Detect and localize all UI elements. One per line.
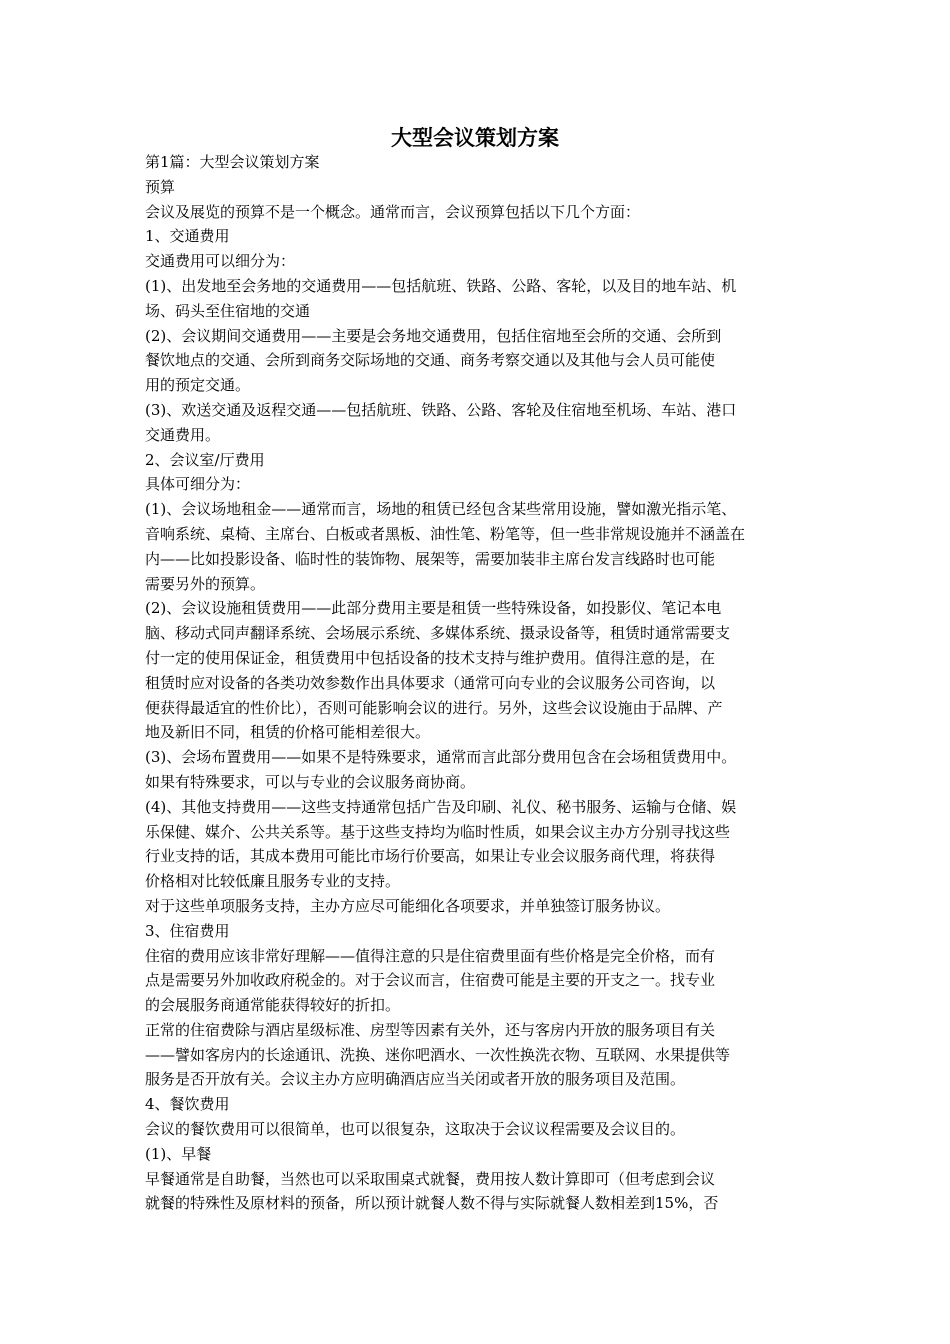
text-line: (2)、会议设施租赁费用——此部分费用主要是租赁一些特殊设备，如投影仪、笔记本电 bbox=[145, 599, 722, 618]
text-line: 付一定的使用保证金，租赁费用中包括设备的技术支持与维护费用。值得注意的是，在 bbox=[145, 648, 716, 667]
text-line: 交通费用。 bbox=[145, 425, 221, 444]
text-line: 内——比如投影设备、临时性的装饰物、展架等，需要加装非主席台发言线路时也可能 bbox=[145, 549, 716, 568]
text-line: 脑、移动式同声翻译系统、会场展示系统、多媒体系统、摄录设备等，租赁时通常需要支 bbox=[145, 624, 731, 643]
document-title: 大型会议策划方案 bbox=[391, 126, 559, 150]
text-line: 地及新旧不同，租赁的价格可能相差很大。 bbox=[145, 723, 431, 742]
text-line: 交通费用可以细分为： bbox=[145, 252, 296, 271]
text-line: 行业支持的话，其成本费用可能比市场行价要高，如果让专业会议服务商代理，将获得 bbox=[145, 847, 716, 866]
text-line: 3、住宿费用 bbox=[145, 921, 230, 940]
text-line: ——譬如客房内的长途通讯、洗换、迷你吧酒水、一次性换洗衣物、互联网、水果提供等 bbox=[145, 1045, 731, 1064]
text-line: (2)、会议期间交通费用——主要是会务地交通费用，包括住宿地至会所的交通、会所到 bbox=[145, 326, 722, 345]
text-line: (1)、会议场地租金——通常而言，场地的租赁已经包含某些常用设施，譬如激光指示笔、 bbox=[145, 500, 737, 519]
text-line: 餐饮地点的交通、会所到商务交际场地的交通、商务考察交通以及其他与会人员可能使 bbox=[145, 351, 716, 370]
text-line: 租赁时应对设备的各类功效参数作出具体要求（通常可向专业的会议服务公司咨询，以 bbox=[145, 673, 716, 692]
text-line: (1)、出发地至会务地的交通费用——包括航班、铁路、公路、客轮，以及目的地车站、机 bbox=[145, 276, 737, 295]
text-line: 预算 bbox=[145, 177, 176, 196]
text-line: 便获得最适宜的性价比），否则可能影响会议的进行。另外，这些会议设施由于品牌、产 bbox=[145, 698, 723, 717]
text-line: 价格相对比较低廉且服务专业的支持。 bbox=[145, 872, 401, 891]
text-line: 4、餐饮费用 bbox=[145, 1095, 230, 1114]
text-line: 早餐通常是自助餐，当然也可以采取围桌式就餐，费用按人数计算即可（但考虑到会议 bbox=[145, 1169, 716, 1188]
text-line: 会议的餐饮费用可以很简单，也可以很复杂，这取决于会议议程需要及会议目的。 bbox=[145, 1120, 686, 1139]
text-line: (4)、其他支持费用——这些支持通常包括广告及印刷、礼仪、秘书服务、运输与仓储、娱 bbox=[145, 797, 737, 816]
text-line: 的会展服务商通常能获得较好的折扣。 bbox=[145, 996, 401, 1015]
text-line: 正常的住宿费除与酒店星级标准、房型等因素有关外，还与客房内开放的服务项目有关 bbox=[145, 1020, 716, 1039]
text-line: 点是需要另外加收政府税金的。对于会议而言，住宿费可能是主要的开支之一。找专业 bbox=[145, 971, 716, 990]
text-line: (3)、会场布置费用——如果不是特殊要求，通常而言此部分费用包含在会场租赁费用中。 bbox=[145, 748, 737, 767]
text-line: 音响系统、桌椅、主席台、白板或者黑板、油性笔、粉笔等，但一些非常规设施并不涵盖在 bbox=[145, 524, 746, 543]
text-line: 住宿的费用应该非常好理解——值得注意的只是住宿费里面有些价格是完全价格，而有 bbox=[145, 946, 716, 965]
text-line: 服务是否开放有关。会议主办方应明确酒店应当关闭或者开放的服务项目及范围。 bbox=[145, 1070, 686, 1089]
document-body bbox=[145, 150, 825, 1216]
text-line: 1、交通费用 bbox=[145, 227, 230, 246]
text-line: 第1篇：大型会议策划方案 bbox=[145, 153, 320, 171]
text-line: 如果有特殊要求，可以与专业的会议服务商协商。 bbox=[145, 772, 476, 791]
text-line: 2、会议室/厅费用 bbox=[145, 450, 265, 469]
text-line: 需要另外的预算。 bbox=[145, 574, 266, 593]
text-line: 就餐的特殊性及原材料的预备，所以预计就餐人数不得与实际就餐人数相差到15%，否 bbox=[145, 1194, 719, 1213]
text-line: (1)、早餐 bbox=[145, 1144, 212, 1163]
text-line: 具体可细分为： bbox=[145, 475, 251, 494]
text-line: 会议及展览的预算不是一个概念。通常而言，会议预算包括以下几个方面： bbox=[145, 202, 641, 221]
text-line: (3)、欢送交通及返程交通——包括航班、铁路、公路、客轮及住宿地至机场、车站、港口 bbox=[145, 400, 737, 419]
text-line: 用的预定交通。 bbox=[145, 376, 251, 395]
text-line: 乐保健、媒介、公共关系等。基于这些支持均为临时性质，如果会议主办方分别寻找这些 bbox=[145, 822, 731, 841]
text-line: 场、码头至住宿地的交通 bbox=[145, 301, 311, 320]
text-line: 对于这些单项服务支持，主办方应尽可能细化各项要求，并单独签订服务协议。 bbox=[145, 896, 671, 915]
